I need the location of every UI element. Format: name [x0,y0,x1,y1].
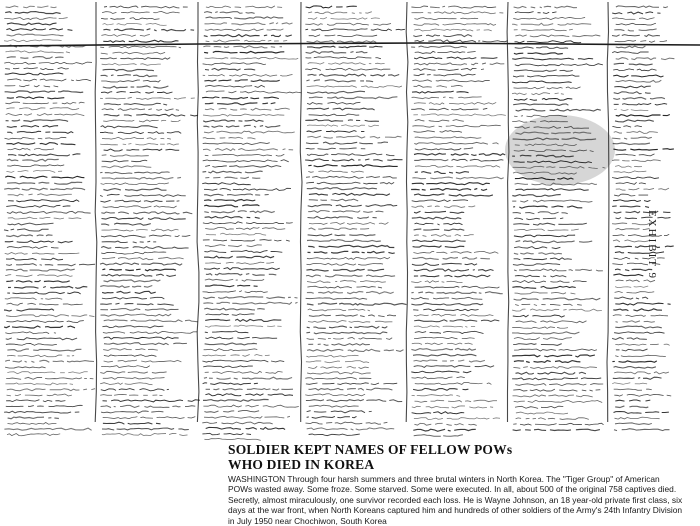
ink-smudge [505,115,615,185]
article-headline [228,443,683,472]
exhibit-label: EXHIBIT 9 [646,210,658,281]
article-dateline: WASHINGTON [228,474,286,484]
article-body [228,474,683,526]
headline-line-1: SOLDIER KEPT NAMES OF FELLOW POWs [228,442,513,457]
headline-line-2: WHO DIED IN KOREA [228,456,375,472]
article-body-text: Through four harsh summers and three brutal winters in North Korea. The "Tiger Group" of American POWs wasted away. Some froze. Some starved. Some were executed. In all, about 500 of the original 758 captives died. Secretly, almost miraculously, one survivor recorded each loss. He is Wayne Johnson, an 18 year-old private first class, six days at the war front, when North Koreans captured him and hundreds of other soldiers of the Army's 24th Infantry Division in July 1950 near Chochiwon, South Korea [228,474,683,526]
news-article [228,443,683,526]
